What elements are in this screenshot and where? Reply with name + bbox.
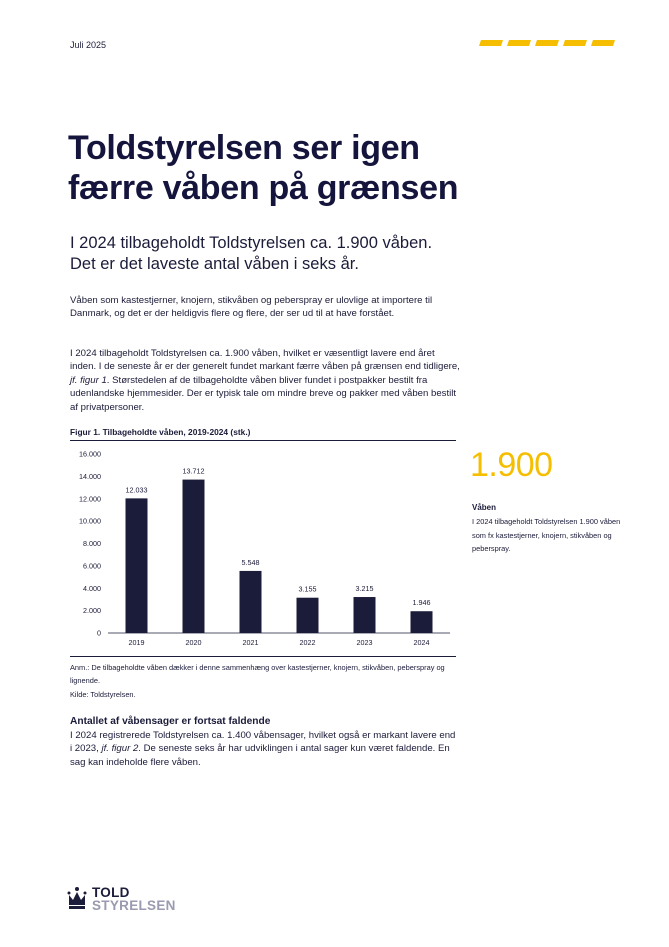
y-tick-label: 6.000 [83, 561, 101, 571]
paragraph-text: I 2024 registrerede Toldstyrelsen ca. 1.400 våbensager, hvilket også er markant lavere end i 2023, [70, 730, 456, 755]
x-tick-label: 2023 [356, 638, 373, 647]
bar-2020 [183, 480, 205, 633]
toldstyrelsen-logo [66, 886, 176, 912]
figure-note: Anm.: De tilbageholdte våben dækker i denne sammenhæng over kastestjerner, knojern, stikvåben, peberspray og lignende. [70, 663, 445, 685]
bar-2023 [354, 597, 376, 633]
paragraph-text: . Størstedelen af de tilbageholdte våben bliver fundet i postpakker bestilt fra udenlandske hjemmesider. Der er typisk tale om mindre breve og pakker med våben bestilt af privatpersoner. [70, 374, 457, 413]
dash-mark [591, 40, 615, 46]
body-paragraph-3 [70, 729, 460, 769]
crown-icon [66, 886, 88, 912]
x-tick-label: 2020 [185, 638, 202, 647]
x-tick-label: 2021 [242, 638, 259, 647]
y-tick-label: 4.000 [83, 583, 101, 593]
y-tick-label: 12.000 [79, 494, 101, 504]
data-label: 12.033 [125, 485, 148, 495]
decorative-dashes [480, 40, 614, 46]
dash-mark [563, 40, 587, 46]
y-tick-label: 0 [97, 628, 101, 638]
title-line-1: Toldstyrelsen ser igen [68, 129, 420, 167]
dash-mark [535, 40, 559, 46]
lead-line-2: Det er det laveste antal våben i seks år. [70, 255, 359, 273]
x-tick-label: 2022 [299, 638, 316, 647]
y-tick-label: 8.000 [83, 539, 101, 548]
figure-reference: jf. figur 2 [101, 743, 139, 755]
figure-rule-bottom [70, 656, 456, 657]
key-figure-label: Våben [472, 503, 497, 512]
data-label: 1.946 [412, 598, 431, 608]
page-title [68, 128, 588, 208]
paragraph-text: . De seneste seks år har udviklingen i antal sager kun været faldende. En sag kan indeholde flere våben. [70, 743, 450, 768]
title-line-2: færre våben på grænsen [68, 169, 459, 207]
data-label: 5.548 [241, 557, 260, 567]
bar-2024 [411, 611, 433, 633]
key-figure-number: 1.900 [470, 446, 553, 484]
paragraph-text: I 2024 tilbageholdt Toldstyrelsen ca. 1.900 våben, hvilket er væsentligt lavere end året inden. I de seneste år er der generelt fundet markant færre våben på grænsen end tidligere, [70, 348, 460, 373]
dash-mark [507, 40, 531, 46]
data-label: 3.155 [298, 584, 317, 594]
y-tick-label: 14.000 [79, 471, 101, 481]
data-label: 13.712 [182, 466, 205, 476]
date-label: Juli 2025 [70, 40, 107, 50]
figure-title: Figur 1. Tilbageholdte våben, 2019-2024 (stk.) [70, 427, 251, 437]
data-label: 3.215 [355, 584, 374, 594]
key-figure-text: I 2024 tilbageholdt Toldstyrelsen 1.900 våben som fx kastestjerner, knojern, stikvåben og peberspray. [472, 517, 621, 553]
bar-2021 [240, 571, 262, 633]
y-tick-label: 10.000 [79, 516, 101, 526]
y-tick-label: 16.000 [79, 449, 101, 459]
bar-2022 [297, 598, 319, 633]
body-paragraph-1: Våben som kastestjerner, knojern, stikvåben og peberspray er ulovlige at importere til Danmark, og det er der heldigvis flere og flere, der ser ud til at have forstået. [70, 295, 433, 320]
logo-wordmark [92, 886, 176, 912]
bar-chart [70, 442, 456, 654]
logo-line-1: TOLD [92, 885, 130, 900]
y-tick-label: 2.000 [83, 606, 101, 616]
lead-text [70, 233, 570, 275]
x-tick-label: 2019 [128, 638, 145, 647]
dash-mark [479, 40, 503, 46]
figure-source: Kilde: Toldstyrelsen. [70, 690, 136, 699]
figure-rule-top [70, 440, 456, 441]
lead-line-1: I 2024 tilbageholdt Toldstyrelsen ca. 1.900 våben. [70, 234, 433, 252]
section-heading: Antallet af våbensager er fortsat faldende [70, 716, 271, 727]
body-paragraph-2 [70, 347, 460, 414]
logo-line-2: STYRELSEN [92, 898, 176, 913]
x-tick-label: 2024 [413, 638, 430, 647]
figure-reference: jf. figur 1 [70, 374, 107, 386]
bar-2019 [126, 498, 148, 633]
